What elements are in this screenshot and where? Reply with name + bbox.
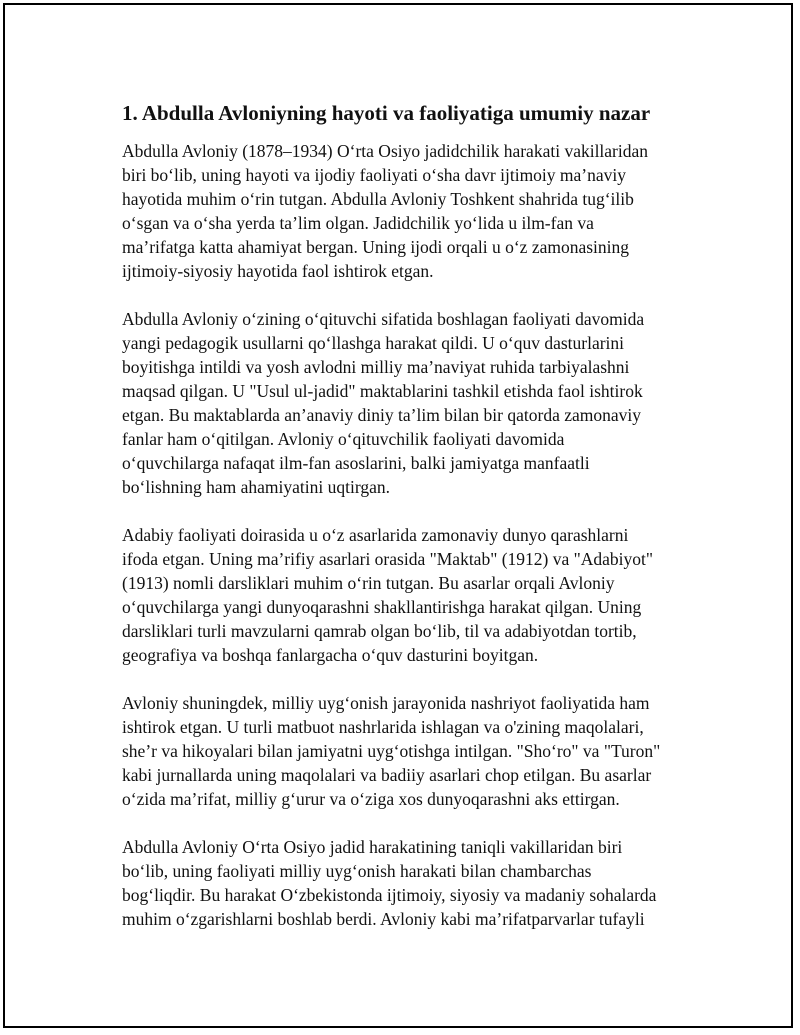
section-heading: 1. Abdulla Avloniyning hayoti va faoliyatiga umumiy nazar: [122, 101, 651, 125]
text-line: o‘quvchilarga yangi dunyoqarashni shakllantirishga harakat qilgan. Uning: [122, 597, 642, 617]
text-line: Abdulla Avloniy o‘zining o‘qituvchi sifatida boshlagan faoliyati davomida: [122, 309, 645, 329]
text-line: Avloniy shuningdek, milliy uyg‘onish jarayonida nashriyot faoliyatida ham: [122, 693, 650, 713]
text-line: kabi jurnallarda uning maqolalari va badiiy asarlari chop etilgan. Bu asarlar: [122, 765, 652, 785]
paragraph-3: [122, 523, 682, 667]
text-line: bo‘lib, uning faoliyati milliy uyg‘onish harakati bilan chambarchas: [122, 861, 592, 881]
page-frame: [3, 3, 793, 1028]
paragraph-2: [122, 307, 682, 499]
text-line: o‘quvchilarga nafaqat ilm-fan asoslarini, balki jamiyatga manfaatli: [122, 453, 590, 473]
paragraph-5: [122, 835, 682, 931]
text-line: Abdulla Avloniy O‘rta Osiyo jadid harakatining taniqli vakillaridan biri: [122, 837, 623, 857]
text-line: darsliklari turli mavzularni qamrab olgan bo‘lib, til va adabiyotdan tortib,: [122, 621, 637, 641]
text-line: Abdulla Avloniy (1878–1934) O‘rta Osiyo jadidchilik harakati vakillaridan: [122, 141, 649, 161]
text-line: yangi pedagogik usullarni qo‘llashga harakat qildi. U o‘quv dasturlarini: [122, 333, 625, 353]
text-line: geografiya va boshqa fanlargacha o‘quv dasturini boyitgan.: [122, 645, 539, 665]
text-line: (1913) nomli darsliklari muhim o‘rin tutgan. Bu asarlar orqali Avloniy: [122, 573, 615, 593]
paragraph-4: [122, 691, 682, 811]
text-line: etgan. Bu maktablarda an’anaviy diniy ta’lim bilan bir qatorda zamonaviy: [122, 405, 641, 425]
text-line: maqsad qilgan. U "Usul ul-jadid" maktablarini tashkil etishda faol ishtirok: [122, 381, 643, 401]
text-line: o‘zida ma’rifat, milliy g‘urur va o‘ziga xos dunyoqarashni aks ettirgan.: [122, 789, 620, 809]
text-line: ijtimoiy-siyosiy hayotida faol ishtirok etgan.: [122, 261, 434, 281]
text-line: she’r va hikoyalari bilan jamiyatni uyg‘otishga intilgan. "Sho‘ro" va "Turon": [122, 741, 661, 761]
text-line: boyitishga intildi va yosh avlodni milliy ma’naviyat ruhida tarbiyalashni: [122, 357, 630, 377]
text-line: bo‘lishning ham ahamiyatini uqtirgan.: [122, 477, 390, 497]
text-line: fanlar ham o‘qitilgan. Avloniy o‘qituvchilik faoliyati davomida: [122, 429, 565, 449]
text-line: biri bo‘lib, uning hayoti va ijodiy faoliyati o‘sha davr ijtimoiy ma’naviy: [122, 165, 627, 185]
text-line: muhim o‘zgarishlarni boshlab berdi. Avloniy kabi ma’rifatparvarlar tufayli: [122, 909, 645, 929]
paragraph-1: [122, 139, 682, 283]
document-body: [122, 100, 682, 955]
text-line: o‘sgan va o‘sha yerda ta’lim olgan. Jadidchilik yo‘lida u ilm-fan va: [122, 213, 594, 233]
text-line: Adabiy faoliyati doirasida u o‘z asarlarida zamonaviy dunyo qarashlarni: [122, 525, 629, 545]
text-line: bog‘liqdir. Bu harakat O‘zbekistonda ijtimoiy, siyosiy va madaniy sohalarda: [122, 885, 657, 905]
text-line: ishtirok etgan. U turli matbuot nashrlarida ishlagan va o'zining maqolalari,: [122, 717, 644, 737]
text-line: hayotida muhim o‘rin tutgan. Abdulla Avloniy Toshkent shahrida tug‘ilib: [122, 189, 634, 209]
text-line: ma’rifatga katta ahamiyat bergan. Uning ijodi orqali u o‘z zamonasining: [122, 237, 630, 257]
text-line: ifoda etgan. Uning ma’rifiy asarlari orasida "Maktab" (1912) va "Adabiyot": [122, 549, 654, 569]
